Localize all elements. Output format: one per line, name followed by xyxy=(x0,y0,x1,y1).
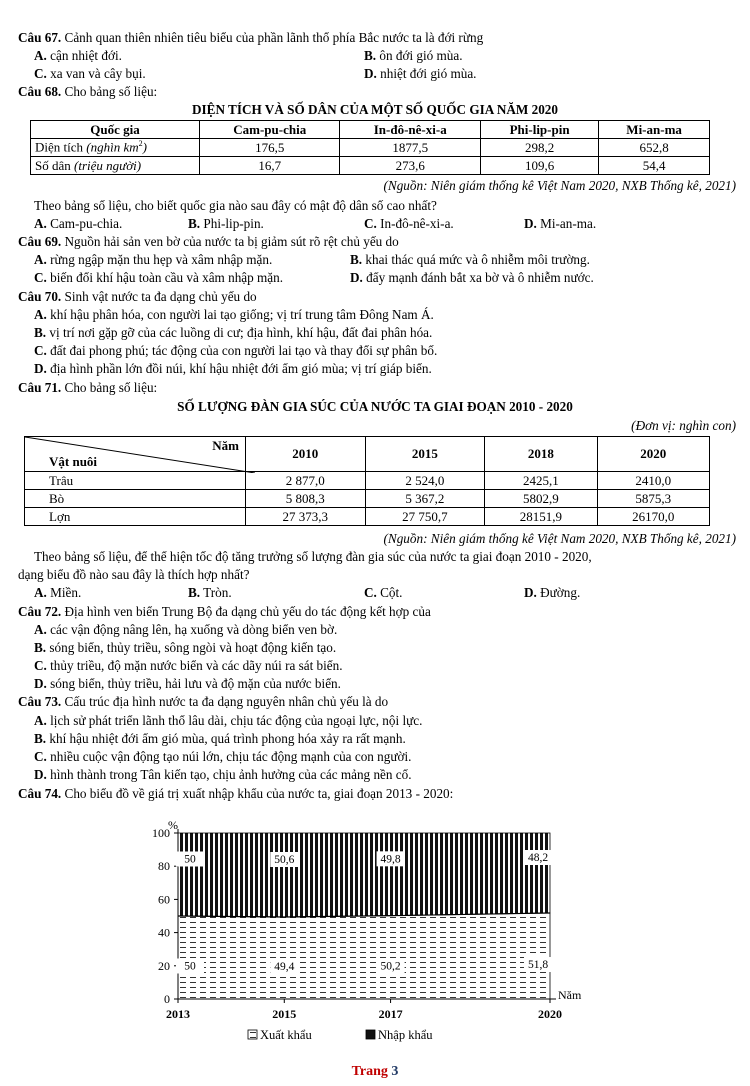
table-header-row xyxy=(25,437,710,472)
table-title: SỐ LƯỢNG ĐÀN GIA SÚC CỦA NƯỚC TA GIAI ĐOẠN 2010 - 2020 xyxy=(177,399,573,414)
option-d: D. sóng biển, thủy triều, hải lưu và độ mặn của nước biển. xyxy=(34,676,341,691)
option-b: B. vị trí nơi gặp gỡ của các luồng di cư; địa hình, khí hậu, đất đai phân hóa. xyxy=(34,325,433,340)
table-cell: 16,7 xyxy=(200,157,340,175)
table-row xyxy=(31,157,710,175)
question-text: Địa hình ven biển Trung Bộ đa dạng chủ yếu do tác động kết hợp của xyxy=(61,604,431,619)
table-row xyxy=(31,139,710,157)
question-number: Câu 68. xyxy=(18,84,62,99)
question-number: Câu 73. xyxy=(18,694,62,709)
table-title: DIỆN TÍCH VÀ SỐ DÂN CỦA MỘT SỐ QUỐC GIA NĂM 2020 xyxy=(192,102,558,117)
table-cell: 2 877,0 xyxy=(246,472,366,490)
table-cell: 273,6 xyxy=(340,157,480,175)
export-data-label: 50,2 xyxy=(380,960,401,973)
question-text: Cho bảng số liệu: xyxy=(61,84,158,99)
table-cell: 54,4 xyxy=(599,157,710,175)
y-tick-label: 0 xyxy=(164,992,170,1006)
table-cell: 5 808,3 xyxy=(246,490,366,508)
table-source: (Nguồn: Niên giám thống kê Việt Nam 2020, NXB Thống kê, 2021) xyxy=(383,178,736,193)
question-number: Câu 70. xyxy=(18,289,62,304)
option-a: A. lịch sử phát triển lãnh thổ lâu dài, chịu tác động của ngoại lực, nội lực. xyxy=(34,713,423,728)
x-axis-label: Năm xyxy=(558,988,582,1002)
livestock-table xyxy=(24,436,710,526)
table-cell: 5 367,2 xyxy=(365,490,485,508)
option-a: A. Cam-pu-chia. xyxy=(34,216,123,231)
corner-animal-label: Vật nuôi xyxy=(49,454,98,469)
table-cell: 652,8 xyxy=(599,139,710,157)
row-label: Bò xyxy=(25,490,246,508)
question-stem-cont: dạng biểu đồ nào sau đây là thích hợp nhất? xyxy=(18,567,250,582)
question-73 xyxy=(18,694,388,710)
question-stem: Theo bảng số liệu, để thể hiện tốc độ tăng trưởng số lượng đàn gia súc của nước ta giai đoạn 2010 - 2020, xyxy=(34,549,592,564)
table-cell: 298,2 xyxy=(480,139,598,157)
legend-swatch-import xyxy=(366,1030,375,1039)
import-data-label: 48,2 xyxy=(527,852,549,865)
y-tick-label: 60 xyxy=(158,892,170,907)
table-cell: 26170,0 xyxy=(597,508,709,526)
table-cell: 5875,3 xyxy=(597,490,709,508)
option-a: A. cận nhiệt đới. xyxy=(34,48,122,63)
corner-cell xyxy=(25,437,246,472)
question-number: Câu 67. xyxy=(18,30,62,45)
table-header: Quốc gia xyxy=(31,121,200,139)
option-d: D. đẩy mạnh đánh bắt xa bờ và ô nhiễm nước. xyxy=(350,270,594,285)
y-tick-label: 40 xyxy=(158,925,170,940)
table-header: Mi-an-ma xyxy=(599,121,710,139)
import-data-label: 50 xyxy=(184,853,196,866)
question-stem: Theo bảng số liệu, cho biết quốc gia nào sau đây có mật độ dân số cao nhất? xyxy=(34,198,437,213)
export-data-label: 49,4 xyxy=(274,960,295,973)
table-cell: 2425,1 xyxy=(485,472,597,490)
option-a: A. khí hậu phân hóa, con người lai tạo giống; vị trí trung tâm Đông Nam Á. xyxy=(34,307,434,322)
x-tick-label: 2013 xyxy=(166,1007,190,1021)
option-c: C. Cột. xyxy=(364,585,403,600)
table-row xyxy=(25,472,710,490)
question-text: Sinh vật nước ta đa dạng chủ yếu do xyxy=(61,289,257,304)
question-text: Cảnh quan thiên nhiên tiêu biểu của phần lãnh thổ phía Bắc nước ta là đới rừng xyxy=(61,30,484,45)
option-a: A. các vận động nâng lên, hạ xuống và dòng biển ven bờ. xyxy=(34,622,338,637)
option-d: D. nhiệt đới gió mùa. xyxy=(364,66,477,81)
y-tick-label: 100 xyxy=(152,826,170,840)
import-data-label: 49,8 xyxy=(380,853,401,866)
question-67 xyxy=(18,30,483,46)
option-c: C. biến đổi khí hậu toàn cầu và xâm nhập mặn. xyxy=(34,270,284,285)
x-tick-label: 2017 xyxy=(378,1007,403,1021)
x-tick-label: 2020 xyxy=(538,1007,562,1021)
legend-label-import: Nhập khẩu xyxy=(378,1028,433,1042)
question-text: Cho biểu đồ về giá trị xuất nhập khẩu của nước ta, giai đoạn 2013 - 2020: xyxy=(61,786,454,801)
table-cell: 28151,9 xyxy=(485,508,597,526)
y-tick-label: 20 xyxy=(158,958,170,973)
table-cell: 109,6 xyxy=(480,157,598,175)
table-row xyxy=(25,490,710,508)
question-number: Câu 74. xyxy=(18,786,62,801)
table-unit: (Đơn vị: nghìn con) xyxy=(631,418,736,433)
row-label: Diện tích (nghìn $km^2$) xyxy=(31,139,200,157)
question-number: Câu 72. xyxy=(18,604,62,619)
question-text: Cấu trúc địa hình nước ta đa dạng nguyên nhân chủ yếu là do xyxy=(61,694,389,709)
y-unit-label: % xyxy=(168,818,178,832)
question-number: Câu 71. xyxy=(18,380,62,395)
table-header-row xyxy=(31,121,710,139)
option-d: D. địa hình phần lớn đồi núi, khí hậu nhiệt đới ẩm gió mùa; vị trí giáp biển. xyxy=(34,361,432,376)
question-number: Câu 69. xyxy=(18,234,62,249)
import-area xyxy=(178,833,550,917)
question-68 xyxy=(18,84,157,100)
export-data-label: 51,8 xyxy=(527,959,549,972)
option-b: B. khí hậu nhiệt đới ẩm gió mùa, quá trình phong hóa xảy ra rất mạnh. xyxy=(34,731,406,746)
option-c: C. nhiều cuộc vận động tạo núi lớn, chịu tác động mạnh của con người. xyxy=(34,749,412,764)
table-header: 2020 xyxy=(597,437,709,472)
table-cell: 27 373,3 xyxy=(246,508,366,526)
x-tick-label: 2015 xyxy=(272,1007,297,1021)
question-72 xyxy=(18,604,431,620)
question-text: Cho bảng số liệu: xyxy=(61,380,158,395)
question-text: Nguồn hải sản ven bờ của nước ta bị giảm sút rõ rệt chủ yếu do xyxy=(61,234,399,249)
option-a: A. Miền. xyxy=(34,585,82,600)
table-cell: 2 524,0 xyxy=(365,472,485,490)
table-source: (Nguồn: Niên giám thống kê Việt Nam 2020, NXB Thống kê, 2021) xyxy=(383,531,736,546)
export-data-label: 50 xyxy=(184,960,196,973)
row-label: Số dân (triệu người) xyxy=(31,157,200,175)
row-label: Lợn xyxy=(25,508,246,526)
table-header: In-đô-nê-xi-a xyxy=(340,121,480,139)
page-footer xyxy=(0,1064,750,1080)
table-cell: 1877,5 xyxy=(340,139,480,157)
y-tick-label: 80 xyxy=(158,859,170,874)
question-70 xyxy=(18,289,257,305)
option-c: C. xa van và cây bụi. xyxy=(34,66,146,81)
option-d: D. hình thành trong Tân kiến tạo, chịu ảnh hưởng của các mảng nền cổ. xyxy=(34,767,412,782)
export-area xyxy=(178,913,550,999)
export-import-area-chart xyxy=(130,815,590,1065)
question-71 xyxy=(18,380,157,396)
row-label: Trâu xyxy=(25,472,246,490)
table-header: 2015 xyxy=(365,437,485,472)
page-number: 3 xyxy=(391,1064,399,1079)
option-a: A. rừng ngập mặn thu hẹp và xâm nhập mặn. xyxy=(34,252,273,267)
option-d: D. Đường. xyxy=(524,585,581,600)
legend-label-export: Xuất khẩu xyxy=(260,1028,312,1042)
table-cell: 176,5 xyxy=(200,139,340,157)
area-population-table xyxy=(30,120,710,175)
table-header: Phi-lip-pin xyxy=(480,121,598,139)
table-cell: 2410,0 xyxy=(597,472,709,490)
option-c: C. In-đô-nê-xi-a. xyxy=(364,216,454,231)
table-row xyxy=(25,508,710,526)
question-74 xyxy=(18,786,453,802)
table-header: 2010 xyxy=(246,437,366,472)
legend-swatch-export xyxy=(248,1030,257,1039)
import-data-label: 50,6 xyxy=(274,853,295,866)
option-c: C. đất đai phong phú; tác động của con người lai tạo và thay đổi sự phân bố. xyxy=(34,343,438,358)
table-header: 2018 xyxy=(485,437,597,472)
footer-label: Trang xyxy=(351,1064,392,1079)
option-b: B. khai thác quá mức và ô nhiễm môi trường. xyxy=(350,252,590,267)
option-c: C. thủy triều, độ mặn nước biển và các dãy núi ra sát biển. xyxy=(34,658,343,673)
question-69 xyxy=(18,234,399,250)
option-b: B. sóng biển, thủy triều, sông ngòi và hoạt động kiến tạo. xyxy=(34,640,337,655)
option-d: D. Mi-an-ma. xyxy=(524,216,597,231)
table-header: Cam-pu-chia xyxy=(200,121,340,139)
table-cell: 27 750,7 xyxy=(365,508,485,526)
option-b: B. ôn đới gió mùa. xyxy=(364,48,463,63)
table-cell: 5802,9 xyxy=(485,490,597,508)
option-b: B. Phi-lip-pin. xyxy=(188,216,264,231)
corner-year-label: Năm xyxy=(212,438,239,453)
option-b: B. Tròn. xyxy=(188,585,232,600)
